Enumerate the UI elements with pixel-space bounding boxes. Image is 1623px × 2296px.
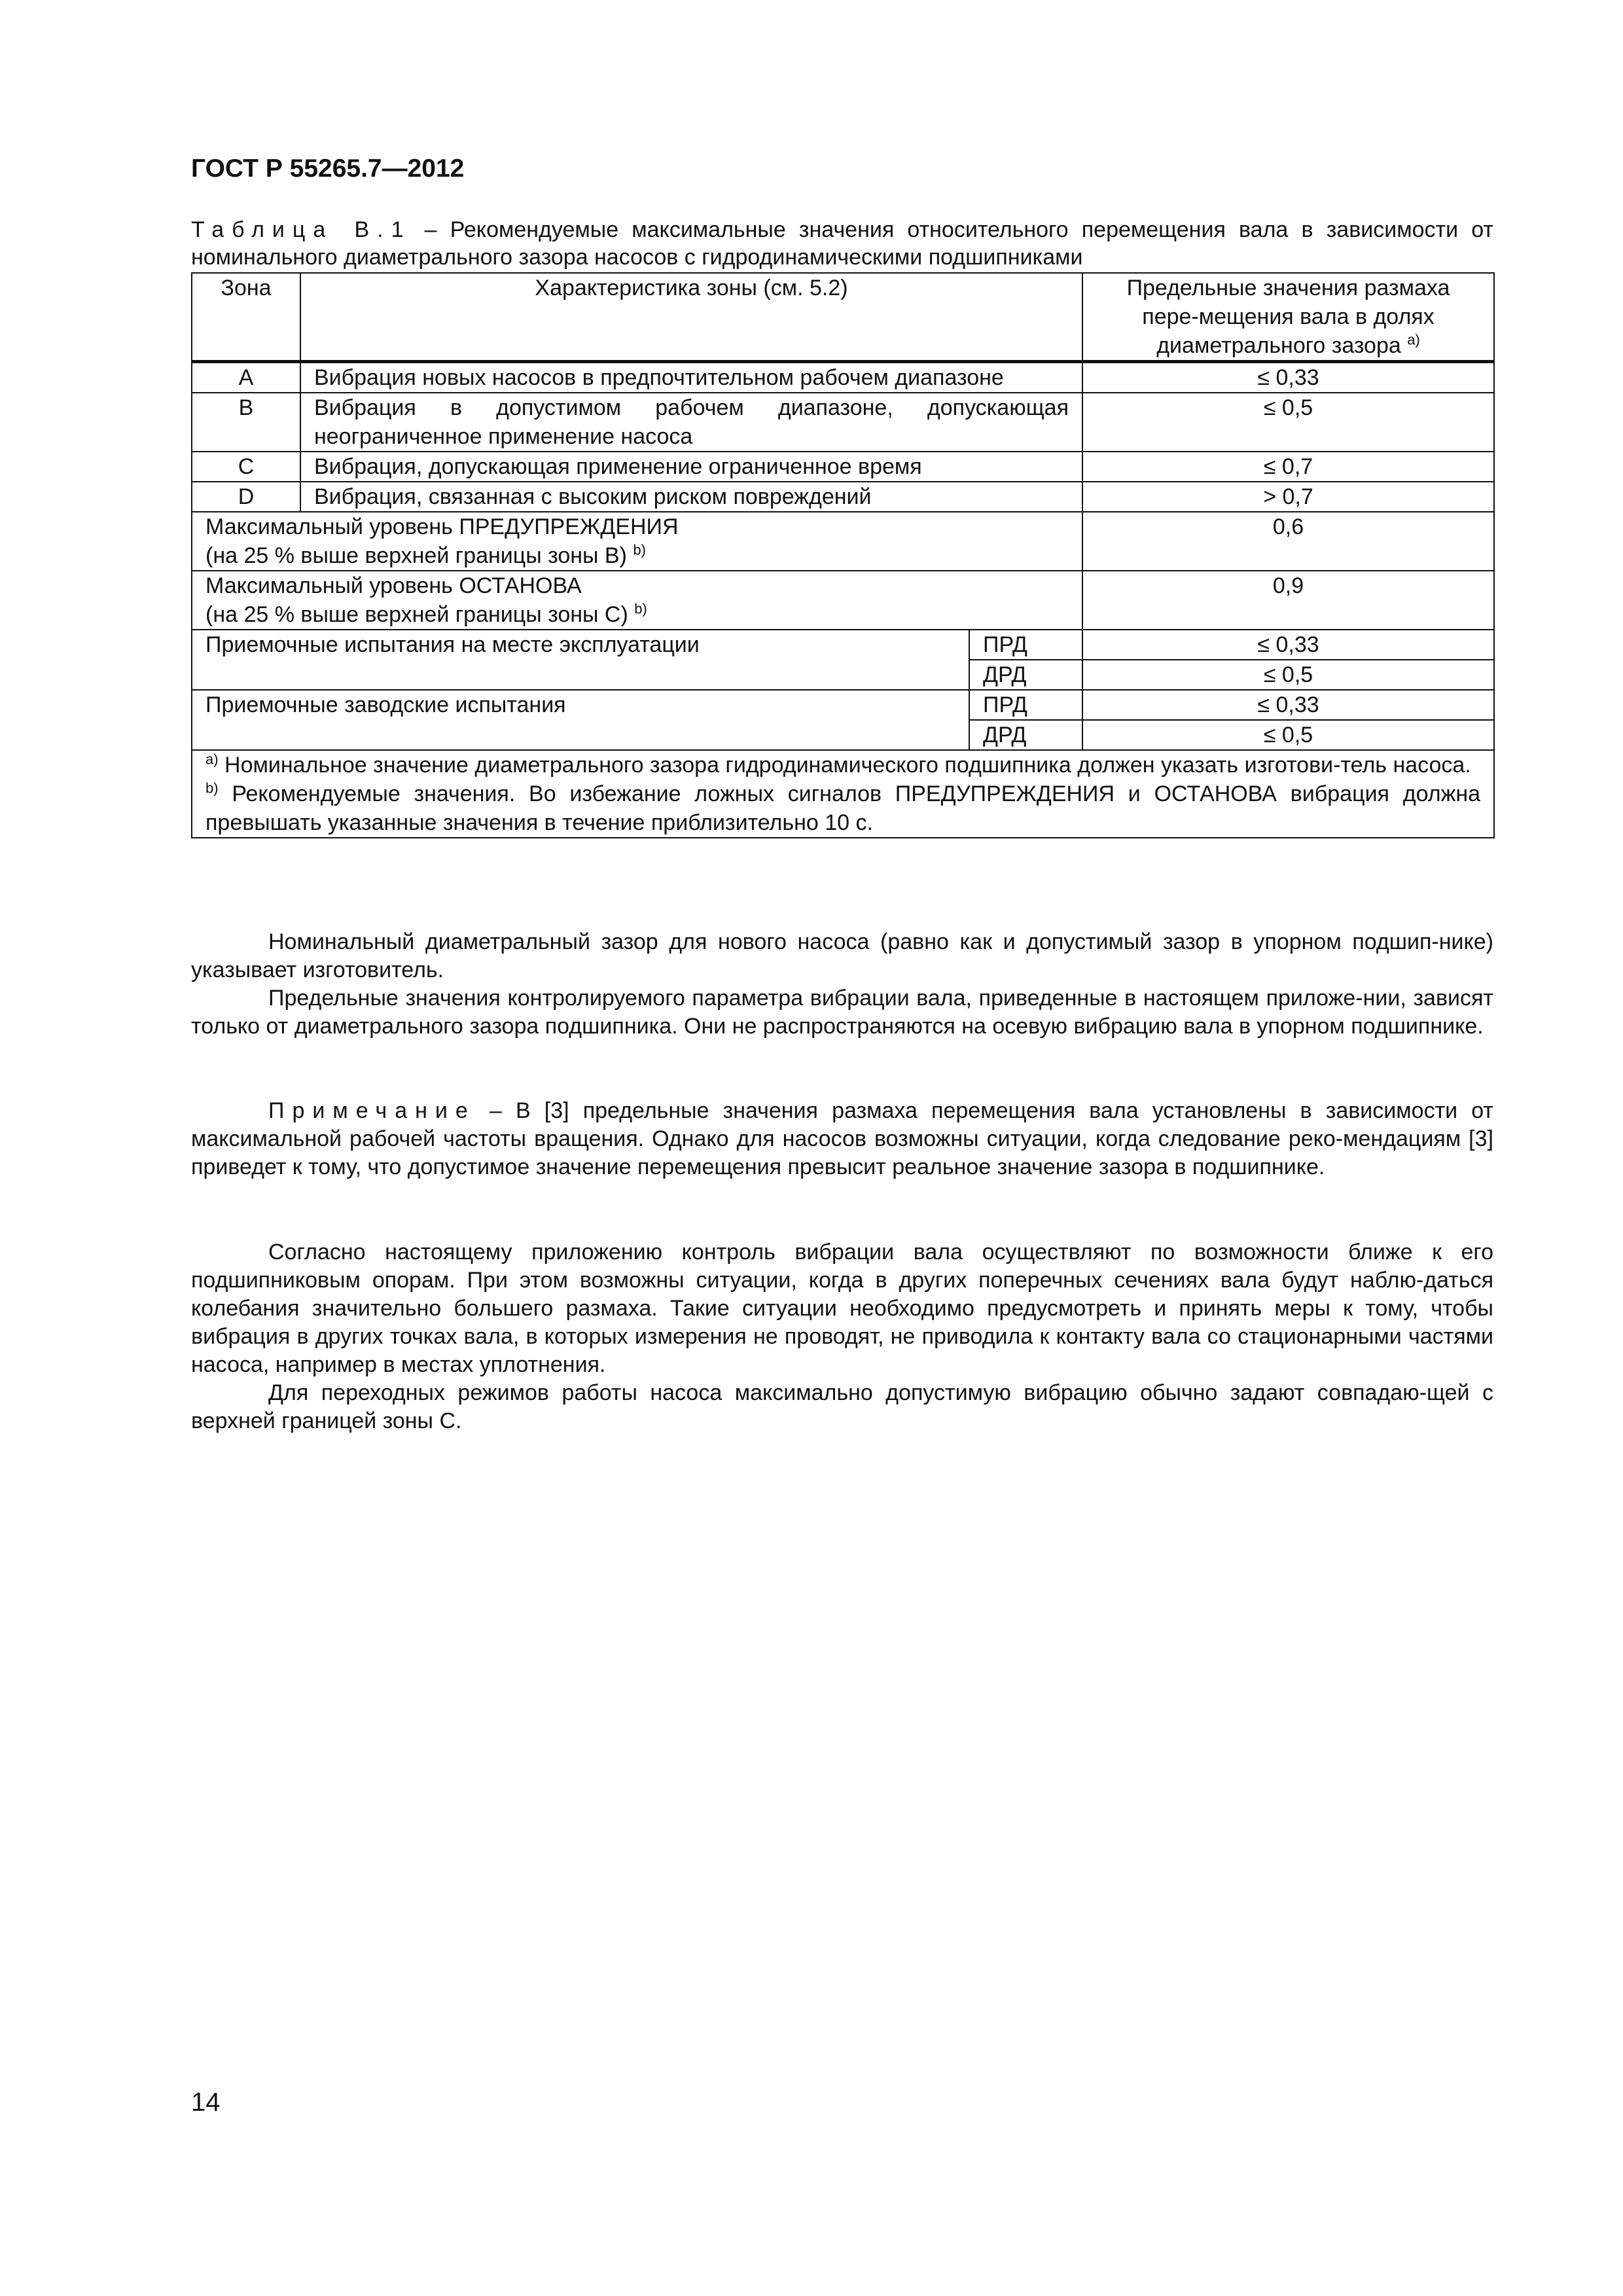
factory-test-label: Приемочные заводские испытания [192,690,969,750]
table-caption [191,216,1493,271]
table-row [192,690,1494,720]
page-number: 14 [191,2088,221,2117]
footnote-mark: а) [205,751,219,768]
test-type: ПРД [969,690,1082,720]
test-value: ≤ 0,5 [1082,720,1494,750]
test-value: ≤ 0,33 [1082,630,1494,660]
header-zone: Зона [192,273,300,362]
site-test-label: Приемочные испытания на месте эксплуатации [192,630,969,690]
table-row [192,362,1494,393]
note-label: Примечание [268,1098,476,1123]
header-limit [1082,273,1494,362]
test-value: ≤ 0,33 [1082,690,1494,720]
table-footnotes-row [192,750,1494,838]
note-block [191,1097,1493,1181]
zone-cell: В [192,393,300,452]
zone-value: ≤ 0,5 [1082,393,1494,452]
paragraph: Предельные значения контролируемого параметра вибрации вала, приведенные в настоящем приложе-нии, зависят только от диаметрального зазора подшипника. Они не распространяются на осевую вибрацию вала в упорном подшипнике. [191,986,1493,1039]
footnote-text: Номинальное значение диаметрального зазора гидродинамического подшипника должен указать изготови-тель насоса. [218,753,1471,778]
vibration-limits-table [191,272,1495,838]
body-text-2 [191,1238,1493,1435]
test-value: ≤ 0,5 [1082,660,1494,690]
zone-value: ≤ 0,7 [1082,452,1494,482]
document-code: ГОСТ Р 55265.7—2012 [191,154,465,183]
table-caption-text: – Рекомендуемые максимальные значения относительного перемещения вала в зависимости от номинального диаметрального зазора насосов с гидродинамическими подшипниками [191,217,1493,270]
table-row [192,512,1494,571]
note-text: – В [3] предельные значения размаха перемещения вала установлены в зависимости от максимальной рабочей частоты вращения. Однако для насосов возможны ситуации, когда следование реко-мендациям [3] приведет к тому, что допустимое значение перемещения превысит реальное значение зазора в подшипнике. [191,1098,1493,1179]
zone-description: Вибрация новых насосов в предпочтительном рабочем диапазоне [300,362,1082,393]
header-characteristic: Характеристика зоны (см. 5.2) [300,273,1082,362]
zone-description: Вибрация, допускающая применение ограниченное время [300,452,1082,482]
shutdown-level-value: 0,9 [1082,571,1494,630]
table-row [192,393,1494,452]
table-caption-label: Таблица В.1 [191,217,412,242]
zone-cell: А [192,362,300,393]
zone-description: Вибрация в допустимом рабочем диапазоне, допускающая неограниченное применение насоса [300,393,1082,452]
test-type: ДРД [969,660,1082,690]
note-paragraph [191,1097,1493,1181]
footnote-mark: b) [205,780,219,797]
test-type: ДРД [969,720,1082,750]
zone-value: > 0,7 [1082,482,1494,512]
zone-value: ≤ 0,33 [1082,362,1494,393]
footnote-a [205,751,1480,780]
paragraph: Номинальный диаметральный зазор для нового насоса (равно как и допустимый зазор в упорном подшип-нике) указывает изготовитель. [191,929,1493,982]
paragraph: Согласно настоящему приложению контроль вибрации вала осуществляют по возможности ближе к его подшипниковым опорам. При этом возможны ситуации, когда в других поперечных сечениях вала будут наблю-даться колебания значительно большего размаха. Такие ситуации необходимо предусмотреть и принять меры к тому, чтобы вибрация в других точках вала, в которых измерения не проводят, не приводила к контакту вала со стационарными частями насоса, например в местах уплотнения. [191,1240,1493,1377]
warning-level-cell [192,512,1082,571]
table-row [192,452,1494,482]
body-text-1 [191,928,1493,1041]
warning-level-line1: Максимальный уровень ПРЕДУПРЕЖДЕНИЯ [205,514,679,539]
table-row [192,630,1494,660]
zone-cell: D [192,482,300,512]
header-limit-footnote-mark: а) [1407,331,1420,348]
header-limit-text: Предельные значения размаха пере-мещения вала в долях диаметрального зазора [1126,276,1450,358]
shutdown-level-line2: (на 25 % выше верхней границы зоны С) [205,602,628,627]
shutdown-level-cell [192,571,1082,630]
test-type: ПРД [969,630,1082,660]
footnote-text: Рекомендуемые значения. Во избежание ложных сигналов ПРЕДУПРЕЖДЕНИЯ и ОСТАНОВА вибрация должна превышать указанные значения в течение приблизительно 10 с. [205,781,1481,835]
shutdown-level-line1: Максимальный уровень ОСТАНОВА [205,573,582,598]
table-footnotes [192,750,1494,838]
footnote-mark: b) [633,541,646,558]
footnote-b [205,780,1480,837]
table-row [192,482,1494,512]
zone-description: Вибрация, связанная с высоким риском повреждений [300,482,1082,512]
table-row [192,571,1494,630]
footnote-mark: b) [634,600,647,617]
paragraph: Для переходных режимов работы насоса максимально допустимую вибрацию обычно задают совпадаю-щей с верхней границей зоны С. [191,1380,1493,1433]
zone-cell: С [192,452,300,482]
warning-level-line2: (на 25 % выше верхней границы зоны В) [205,543,627,568]
table-header-row [192,273,1494,362]
warning-level-value: 0,6 [1082,512,1494,571]
